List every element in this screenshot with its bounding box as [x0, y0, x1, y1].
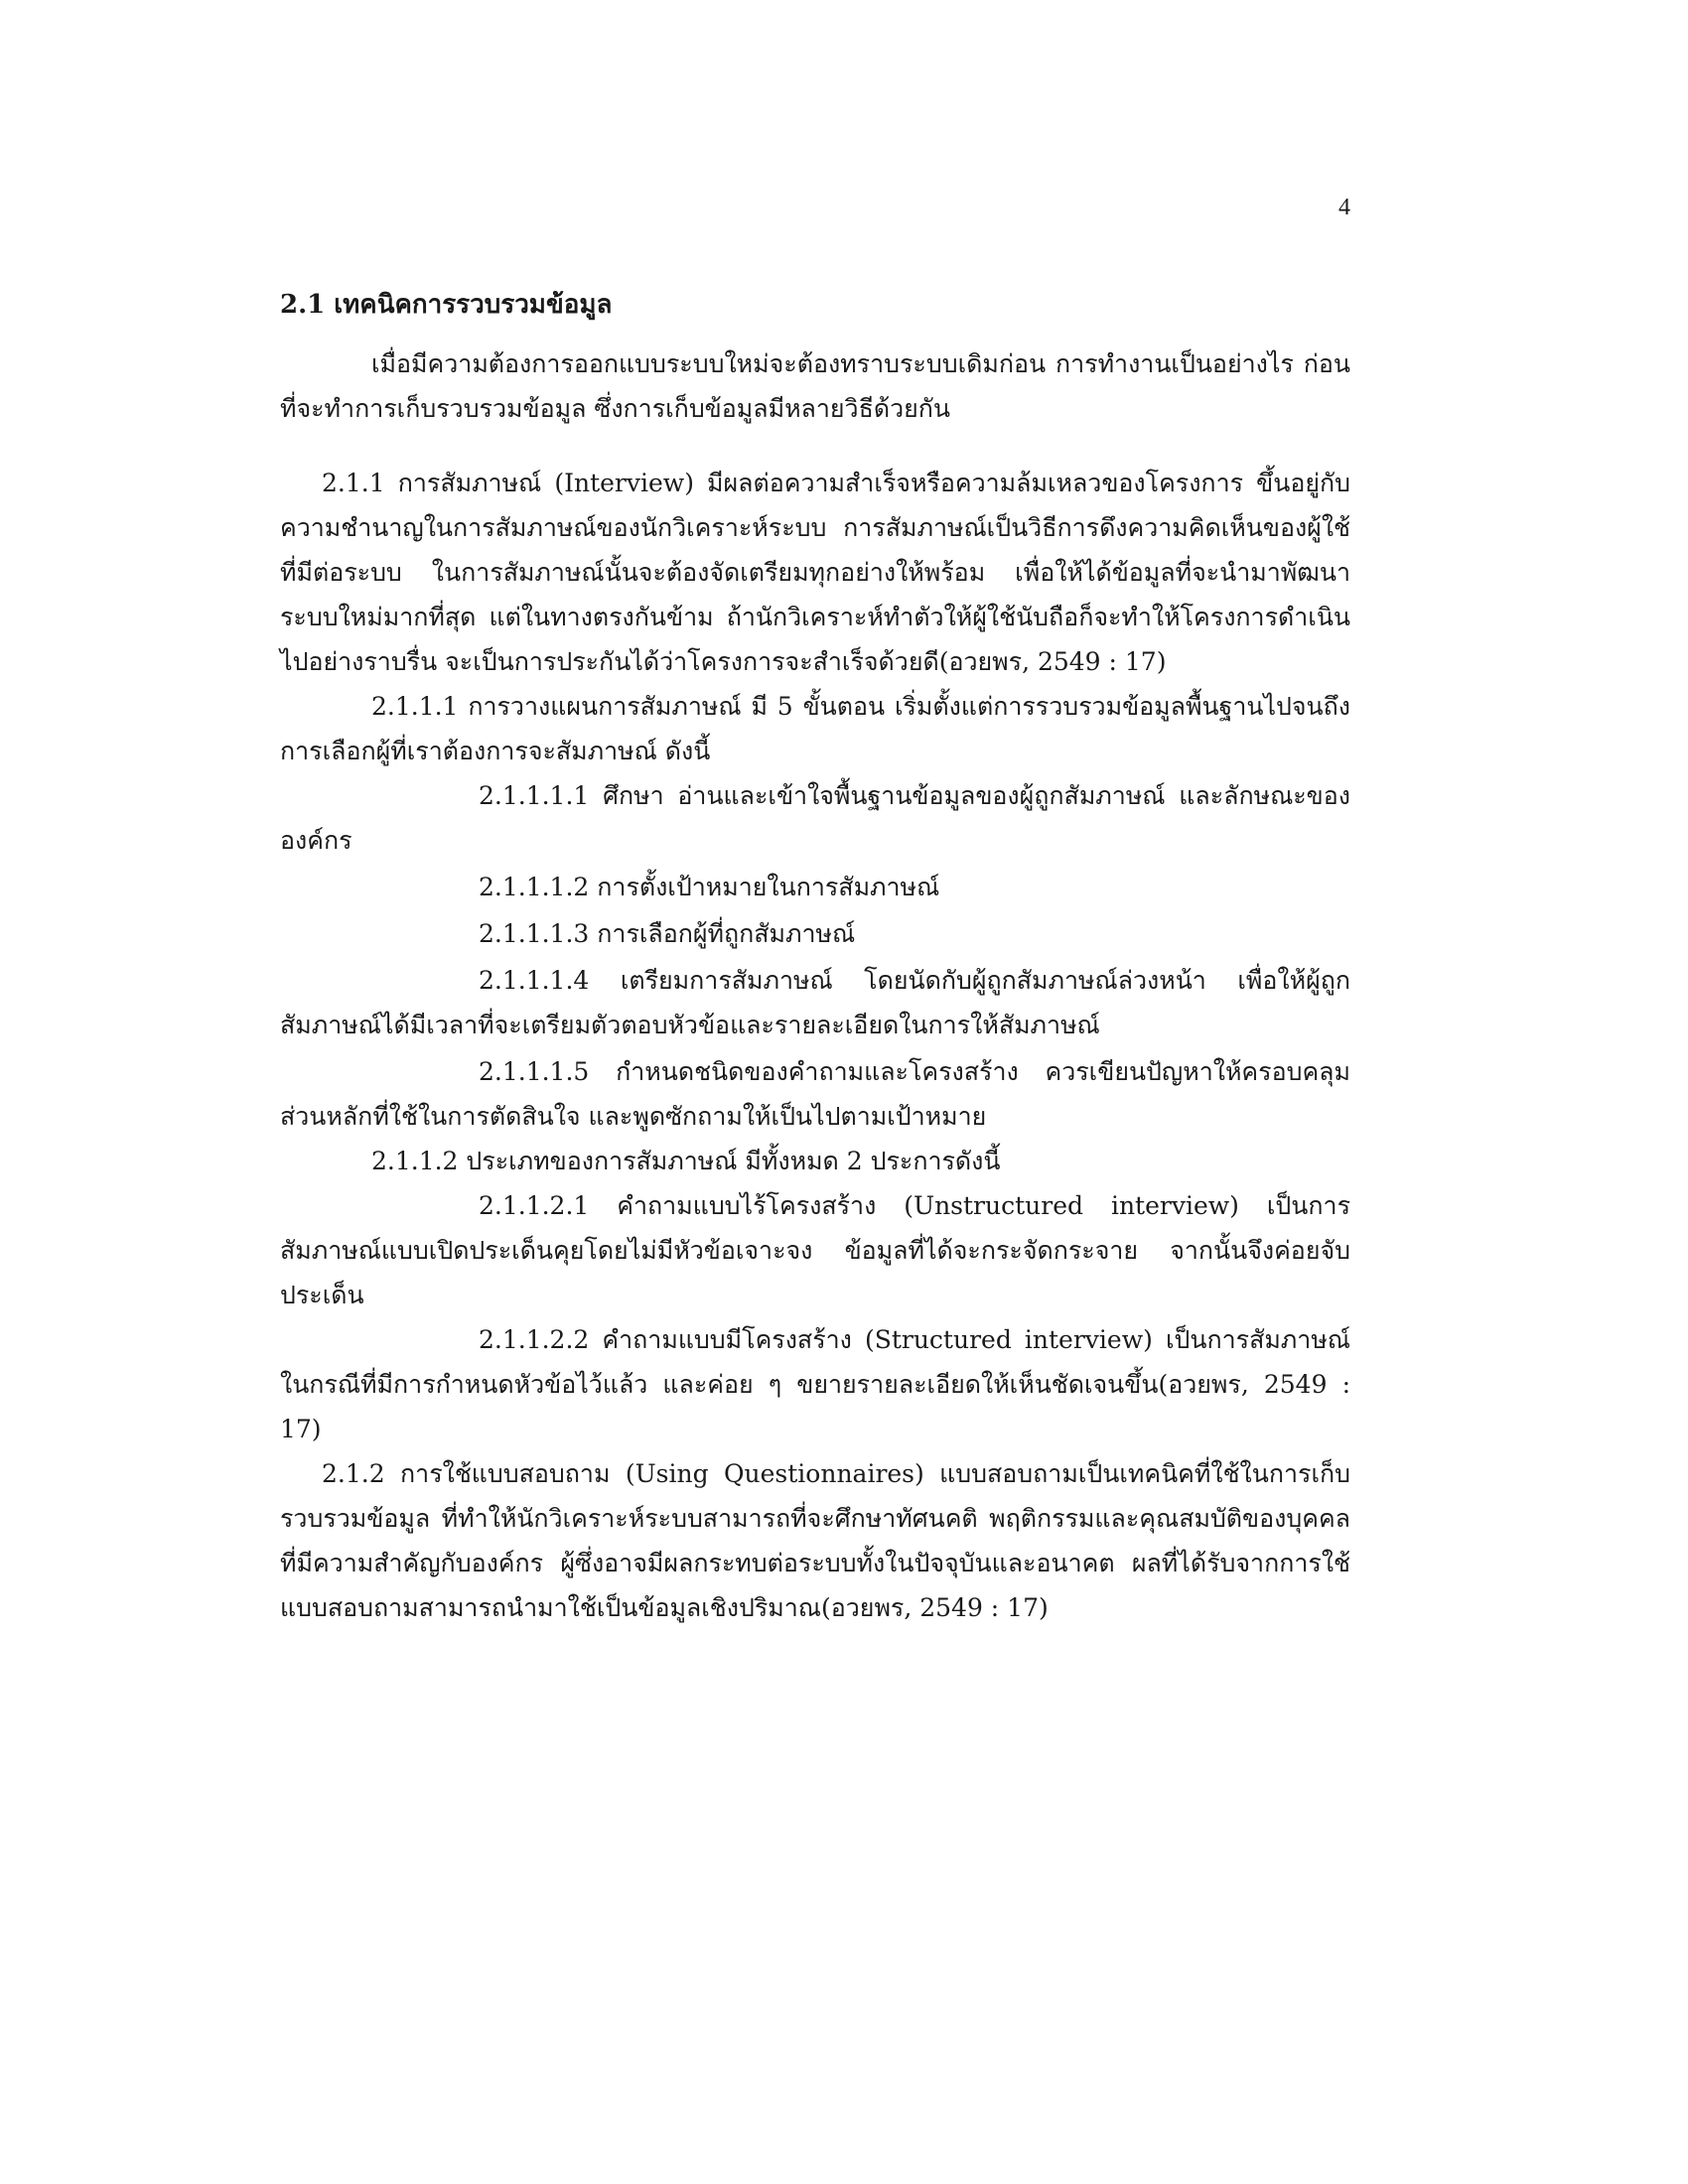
paragraph-2-1-1: 2.1.1 การสัมภาษณ์ (Interview) มีผลต่อความสำเร็จหรือความล้มเหลวของโครงการ ขึ้นอยู่กับความชำนาญในการสัมภาษณ์ของนักวิเคราะห์ระบบ การสัมภาษณ์เป็นวิธีการดึงความคิดเห็นของผู้ใช้ที่มีต่อระบบ ในการสัมภาษณ์นั้นจะต้องจัดเตรียมทุกอย่างให้พร้อม เพื่อให้ได้ข้อมูลที่จะนำมาพัฒนาระบบใหม่มากที่สุด แต่ในทางตรงกันข้าม ถ้านักวิเคราะห์ทำตัวให้ผู้ใช้นับถือก็จะทำให้โครงการดำเนินไปอย่างราบรื่น จะเป็นการประกันได้ว่าโครงการจะสำเร็จด้วยดี(อวยพร, 2549 : 17): [280, 469, 1350, 676]
paragraph-2-1-2: 2.1.2 การใช้แบบสอบถาม (Using Questionnaires) แบบสอบถามเป็นเทคนิคที่ใช้ในการเก็บรวบรวมข้อมูล ที่ทำให้นักวิเคราะห์ระบบสามารถที่จะศึกษาทัศนคติ พฤติกรรมและคุณสมบัติของบุคคลที่มีความสำคัญกับองค์กร ผู้ซึ่งอาจมีผลกระทบต่อระบบทั้งในปัจจุบันและอนาคต ผลที่ได้รับจากการใช้แบบสอบถามสามารถนำมาใช้เป็นข้อมูลเชิงปริมาณ(อวยพร, 2549 : 17): [280, 1459, 1350, 1622]
paragraph-2-1-1-1-3: 2.1.1.1.3 การเลือกผู้ที่ถูกสัมภาษณ์: [479, 919, 856, 948]
paragraph-2-1-1-1: 2.1.1.1 การวางแผนการสัมภาษณ์ มี 5 ขั้นตอน เริ่มตั้งแต่การรวบรวมข้อมูลพื้นฐานไปจนถึงการเลือกผู้ที่เราต้องการจะสัมภาษณ์ ดังนี้: [280, 692, 1350, 765]
paragraph-2-1-1-1-2: 2.1.1.1.2 การตั้งเป้าหมายในการสัมภาษณ์: [479, 873, 940, 901]
document-body: [280, 283, 1350, 1630]
paragraph-2-1-1-1-5: 2.1.1.1.5 กำหนดชนิดของคำถามและโครงสร้าง ควรเขียนปัญหาให้ครอบคลุมส่วนหลักที่ใช้ในการตัดสินใจ และพูดซักถามให้เป็นไปตามเป้าหมาย: [280, 1057, 1350, 1131]
intro-paragraph: เมื่อมีความต้องการออกแบบระบบใหม่จะต้องทราบระบบเดิมก่อน การทำงานเป็นอย่างไร ก่อนที่จะทำการเก็บรวบรวมข้อมูล ซึ่งการเก็บข้อมูลมีหลายวิธีด้วยกัน: [280, 349, 1350, 423]
paragraph-2-1-1-2-1: 2.1.1.2.1 คำถามแบบไร้โครงสร้าง (Unstructured interview) เป็นการสัมภาษณ์แบบเปิดประเด็นคุยโดยไม่มีหัวข้อเจาะจง ข้อมูลที่ได้จะกระจัดกระจาย จากนั้นจึงค่อยจับประเด็น: [280, 1191, 1350, 1309]
paragraph-2-1-1-1-4: 2.1.1.1.4 เตรียมการสัมภาษณ์ โดยนัดกับผู้ถูกสัมภาษณ์ล่วงหน้า เพื่อให้ผู้ถูกสัมภาษณ์ได้มีเวลาที่จะเตรียมตัวตอบหัวข้อและรายละเอียดในการให้สัมภาษณ์: [280, 966, 1350, 1039]
paragraph-gap: [280, 431, 1350, 461]
paragraph-2-1-1-2: 2.1.1.2 ประเภทของการสัมภาษณ์ มีทั้งหมด 2 ประการดังนี้: [371, 1147, 1001, 1175]
paragraph-2-1-1-1-1: 2.1.1.1.1 ศึกษา อ่านและเข้าใจพื้นฐานข้อมูลของผู้ถูกสัมภาษณ์ และลักษณะขององค์กร: [280, 781, 1350, 855]
section-heading: 2.1 เทคนิคการรวบรวมข้อมูล: [280, 290, 613, 320]
page-number: 4: [1338, 195, 1350, 220]
paragraph-2-1-1-2-2: 2.1.1.2.2 คำถามแบบมีโครงสร้าง (Structured interview) เป็นการสัมภาษณ์ในกรณีที่มีการกำหนดหัวข้อไว้แล้ว และค่อย ๆ ขยายรายละเอียดให้เห็นชัดเจนขึ้น(อวยพร, 2549 : 17): [280, 1325, 1350, 1443]
